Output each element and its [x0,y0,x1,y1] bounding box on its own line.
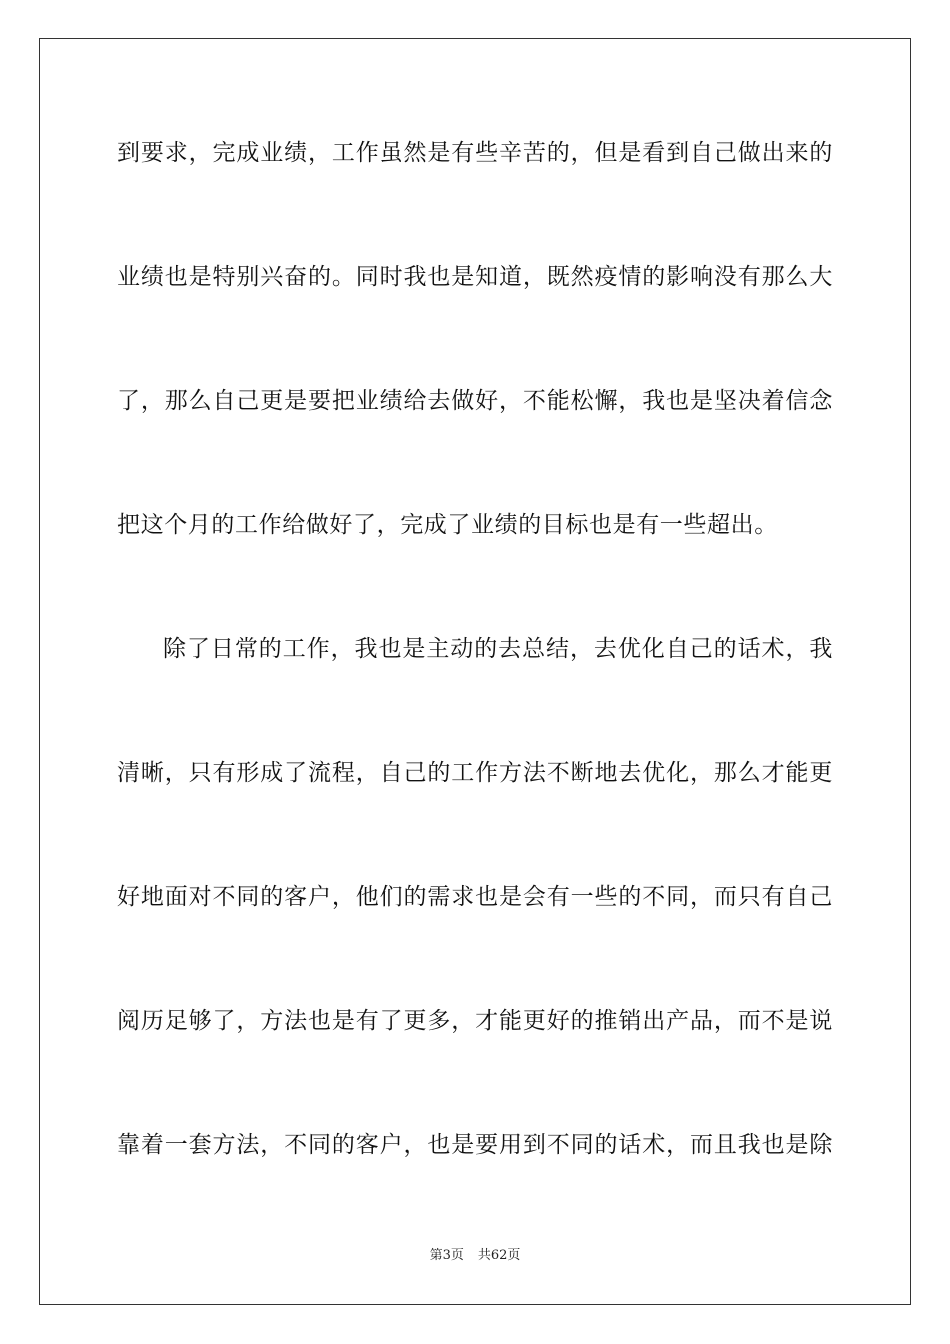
current-page-label: 第3页 [429,1248,464,1263]
body-line-5: 除了日常的工作，我也是主动的去总结，去优化自己的话术，我 [163,636,833,662]
body-line-4: 把这个月的工作给做好了，完成了业绩的目标也是有一些超出。 [117,512,778,538]
page-footer [0,1248,950,1264]
page-border [39,38,911,1305]
total-pages-label: 共62页 [477,1248,521,1263]
body-line-3: 了，那么自己更是要把业绩给去做好，不能松懈，我也是坚决着信念 [117,388,833,414]
body-line-7: 好地面对不同的客户，他们的需求也是会有一些的不同，而只有自己 [117,884,833,910]
body-line-8: 阅历足够了，方法也是有了更多，才能更好的推销出产品，而不是说 [117,1008,833,1034]
body-line-9: 靠着一套方法，不同的客户，也是要用到不同的话术，而且我也是除 [117,1132,833,1158]
body-line-6: 清晰，只有形成了流程，自己的工作方法不断地去优化，那么才能更 [117,760,833,786]
body-line-2: 业绩也是特别兴奋的。同时我也是知道，既然疫情的影响没有那么大 [117,264,833,290]
body-line-1: 到要求，完成业绩，工作虽然是有些辛苦的，但是看到自己做出来的 [117,140,833,166]
